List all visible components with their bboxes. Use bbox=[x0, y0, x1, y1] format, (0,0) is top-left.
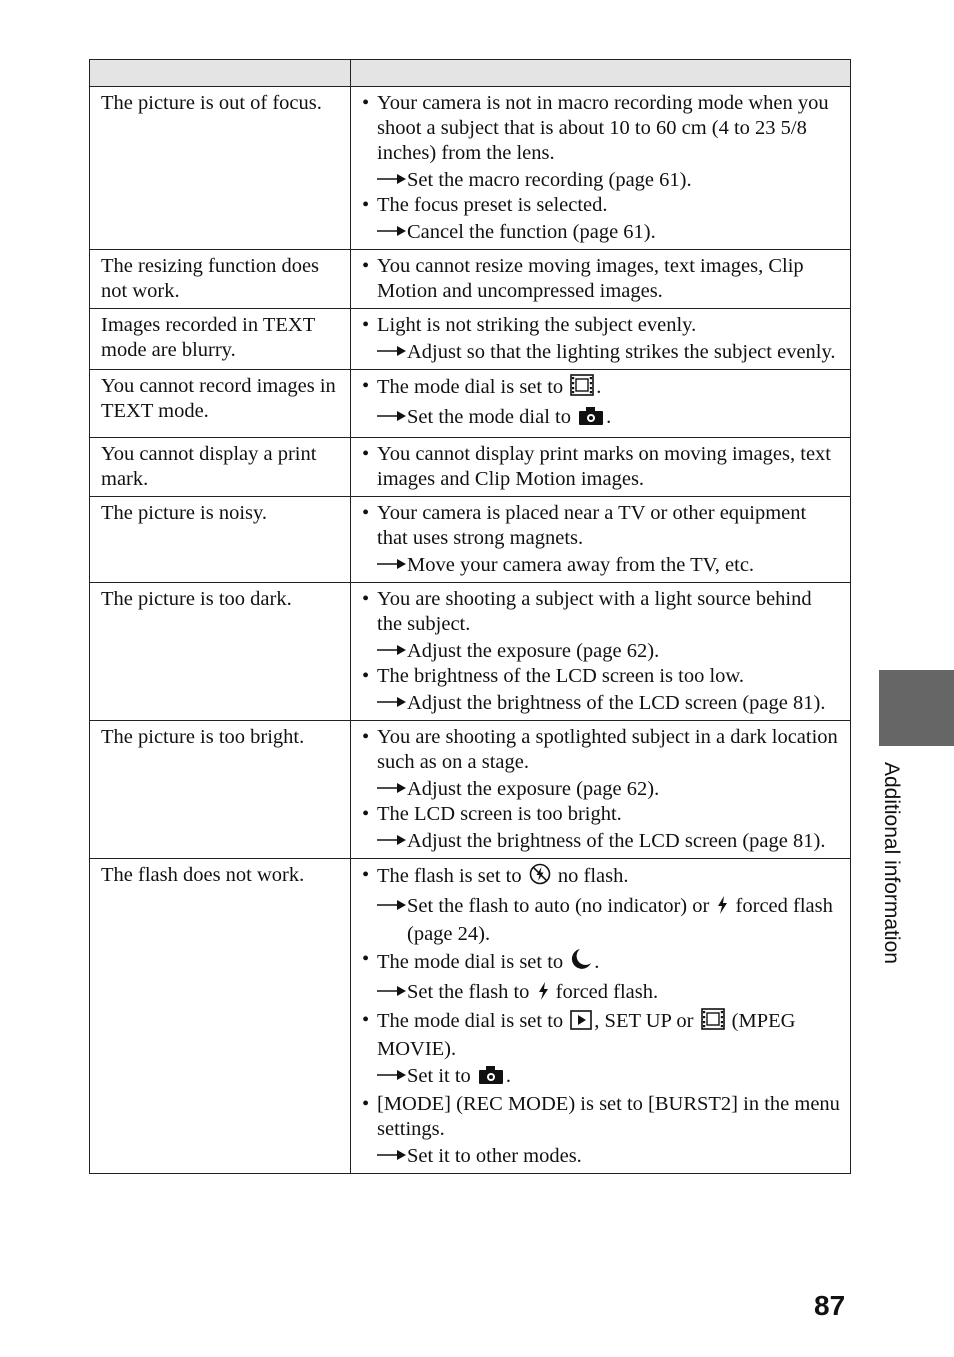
symptom-cell: The picture is too bright. bbox=[90, 721, 351, 859]
remedy-text-after: . bbox=[606, 406, 612, 428]
remedy-item bbox=[362, 405, 840, 433]
table-row bbox=[90, 309, 851, 370]
symptom-cell: The flash does not work. bbox=[90, 859, 351, 1174]
remedy-text: Cancel the function (page 61). bbox=[407, 221, 656, 243]
table-row bbox=[90, 370, 851, 438]
symptom-cell: The picture is out of focus. bbox=[90, 87, 351, 250]
table-row bbox=[90, 497, 851, 583]
remedy-item bbox=[362, 220, 840, 245]
table-row bbox=[90, 87, 851, 250]
cause-item bbox=[362, 442, 840, 492]
cause-item bbox=[362, 374, 840, 433]
remedy-item bbox=[362, 340, 840, 365]
arrow-right-icon bbox=[377, 894, 407, 919]
remedy-item bbox=[362, 639, 840, 664]
cause-item bbox=[362, 802, 840, 854]
cause-text-after: no flash. bbox=[552, 865, 629, 887]
remedy-text: Adjust the exposure (page 62). bbox=[407, 778, 660, 800]
cause-text-after: . bbox=[596, 376, 602, 398]
film-icon bbox=[570, 374, 594, 403]
cause-solution-cell bbox=[351, 497, 851, 583]
cause-text: The LCD screen is too bright. bbox=[377, 803, 622, 825]
remedy-text: Set it to other modes. bbox=[407, 1145, 582, 1167]
remedy-text: Set it to bbox=[407, 1065, 476, 1087]
remedy-text-after: . bbox=[505, 1065, 512, 1087]
remedy-text: Set the mode dial to bbox=[407, 406, 577, 428]
remedy-text: Set the flash to auto (no indicator) or bbox=[407, 895, 715, 917]
remedy-text: Adjust the exposure (page 62). bbox=[407, 640, 660, 662]
camera-icon bbox=[478, 1065, 504, 1092]
remedy-text-after: forced flash. bbox=[550, 981, 659, 1003]
cause-text: The brightness of the LCD screen is too low. bbox=[377, 665, 745, 687]
remedy-item bbox=[362, 980, 840, 1008]
cause-solution-cell bbox=[351, 859, 851, 1174]
cause-text-after: , SET UP or bbox=[594, 1010, 699, 1032]
cause-item bbox=[362, 725, 840, 802]
cause-item bbox=[362, 1008, 840, 1092]
symptom-cell: Images recorded in TEXT mode are blurry. bbox=[90, 309, 351, 370]
remedy-item bbox=[362, 553, 840, 578]
flash-icon bbox=[537, 981, 549, 1008]
cause-text: You cannot display print marks on moving images, text images and Clip Motion images. bbox=[377, 443, 832, 490]
cause-text: The mode dial is set to bbox=[377, 1010, 569, 1032]
cause-item bbox=[362, 91, 840, 193]
cause-item bbox=[362, 587, 840, 664]
cause-text-after: . bbox=[594, 951, 600, 973]
cause-text: Your camera is not in macro recording mode when you shoot a subject that is about 10 to 60 cm (4 to 23 5/8 inches) from the lens. bbox=[377, 92, 829, 164]
table-body bbox=[90, 87, 851, 1174]
arrow-right-icon bbox=[377, 405, 407, 430]
table-row bbox=[90, 250, 851, 309]
cause-solution-cell bbox=[351, 583, 851, 721]
cause-item bbox=[362, 947, 840, 1008]
camera-icon bbox=[578, 406, 604, 433]
symptom-cell: The picture is noisy. bbox=[90, 497, 351, 583]
page-number: 87 bbox=[814, 1290, 846, 1321]
remedy-item bbox=[362, 894, 840, 947]
symptom-cell: The resizing function does not work. bbox=[90, 250, 351, 309]
symptom-cell: You cannot record images in TEXT mode. bbox=[90, 370, 351, 438]
arrow-right-icon bbox=[377, 1064, 407, 1089]
remedy-text: Adjust the brightness of the LCD screen (page 81). bbox=[407, 830, 826, 852]
cause-text: You cannot resize moving images, text images, Clip Motion and uncompressed images. bbox=[377, 255, 804, 302]
remedy-text: Adjust the brightness of the LCD screen (page 81). bbox=[407, 692, 826, 714]
cause-solution-cell bbox=[351, 309, 851, 370]
cause-item bbox=[362, 254, 840, 304]
remedy-item bbox=[362, 691, 840, 716]
cause-solution-cell bbox=[351, 370, 851, 438]
cause-item bbox=[362, 664, 840, 716]
arrow-right-icon bbox=[377, 340, 407, 365]
cause-text: [MODE] (REC MODE) is set to [BURST2] in the menu settings. bbox=[377, 1093, 840, 1140]
table-row bbox=[90, 583, 851, 721]
remedy-text: Set the macro recording (page 61). bbox=[407, 169, 692, 191]
cause-text: The mode dial is set to bbox=[377, 951, 569, 973]
cause-solution-cell bbox=[351, 87, 851, 250]
remedy-item bbox=[362, 829, 840, 854]
remedy-text: Set the flash to bbox=[407, 981, 535, 1003]
troubleshooting-table bbox=[89, 59, 851, 1174]
arrow-right-icon bbox=[377, 220, 407, 245]
remedy-text: Move your camera away from the TV, etc. bbox=[407, 554, 755, 576]
arrow-right-icon bbox=[377, 980, 407, 1005]
cause-solution-cell bbox=[351, 250, 851, 309]
cause-item bbox=[362, 863, 840, 947]
arrow-right-icon bbox=[377, 777, 407, 802]
cause-text: Light is not striking the subject evenly. bbox=[377, 314, 697, 336]
header-symptom bbox=[90, 60, 351, 87]
cause-item bbox=[362, 1092, 840, 1169]
remedy-text: Adjust so that the lighting strikes the subject evenly. bbox=[407, 341, 836, 363]
arrow-right-icon bbox=[377, 553, 407, 578]
remedy-item bbox=[362, 777, 840, 802]
remedy-item bbox=[362, 1064, 840, 1092]
cause-item bbox=[362, 313, 840, 365]
remedy-text-after: forced flash (page 24). bbox=[407, 895, 833, 945]
cause-item bbox=[362, 501, 840, 578]
arrow-right-icon bbox=[377, 1144, 407, 1169]
header-cause-solution bbox=[351, 60, 851, 87]
section-tab bbox=[879, 670, 954, 746]
arrow-right-icon bbox=[377, 639, 407, 664]
arrow-right-icon bbox=[377, 829, 407, 854]
play-icon bbox=[570, 1010, 592, 1037]
section-tab-label: Additional information bbox=[880, 762, 903, 964]
symptom-cell: You cannot display a print mark. bbox=[90, 438, 351, 497]
arrow-right-icon bbox=[377, 691, 407, 716]
moon-icon bbox=[570, 947, 592, 978]
cause-text: The flash is set to bbox=[377, 865, 527, 887]
cause-text: The focus preset is selected. bbox=[377, 194, 608, 216]
remedy-item bbox=[362, 168, 840, 193]
cause-item bbox=[362, 193, 840, 245]
cause-text: You are shooting a subject with a light source behind the subject. bbox=[377, 588, 812, 635]
cause-text-after: (MPEG MOVIE). bbox=[377, 1010, 796, 1060]
film-icon bbox=[701, 1008, 725, 1037]
table-row bbox=[90, 721, 851, 859]
table-header-row bbox=[90, 60, 851, 87]
cause-solution-cell bbox=[351, 438, 851, 497]
no-flash-icon bbox=[529, 863, 551, 892]
remedy-item bbox=[362, 1144, 840, 1169]
flash-icon bbox=[716, 895, 728, 922]
table-row bbox=[90, 438, 851, 497]
arrow-right-icon bbox=[377, 168, 407, 193]
table-row bbox=[90, 859, 851, 1174]
cause-text: The mode dial is set to bbox=[377, 376, 569, 398]
cause-text: You are shooting a spotlighted subject in a dark location such as on a stage. bbox=[377, 726, 838, 773]
symptom-cell: The picture is too dark. bbox=[90, 583, 351, 721]
cause-solution-cell bbox=[351, 721, 851, 859]
cause-text: Your camera is placed near a TV or other equipment that uses strong magnets. bbox=[377, 502, 807, 549]
